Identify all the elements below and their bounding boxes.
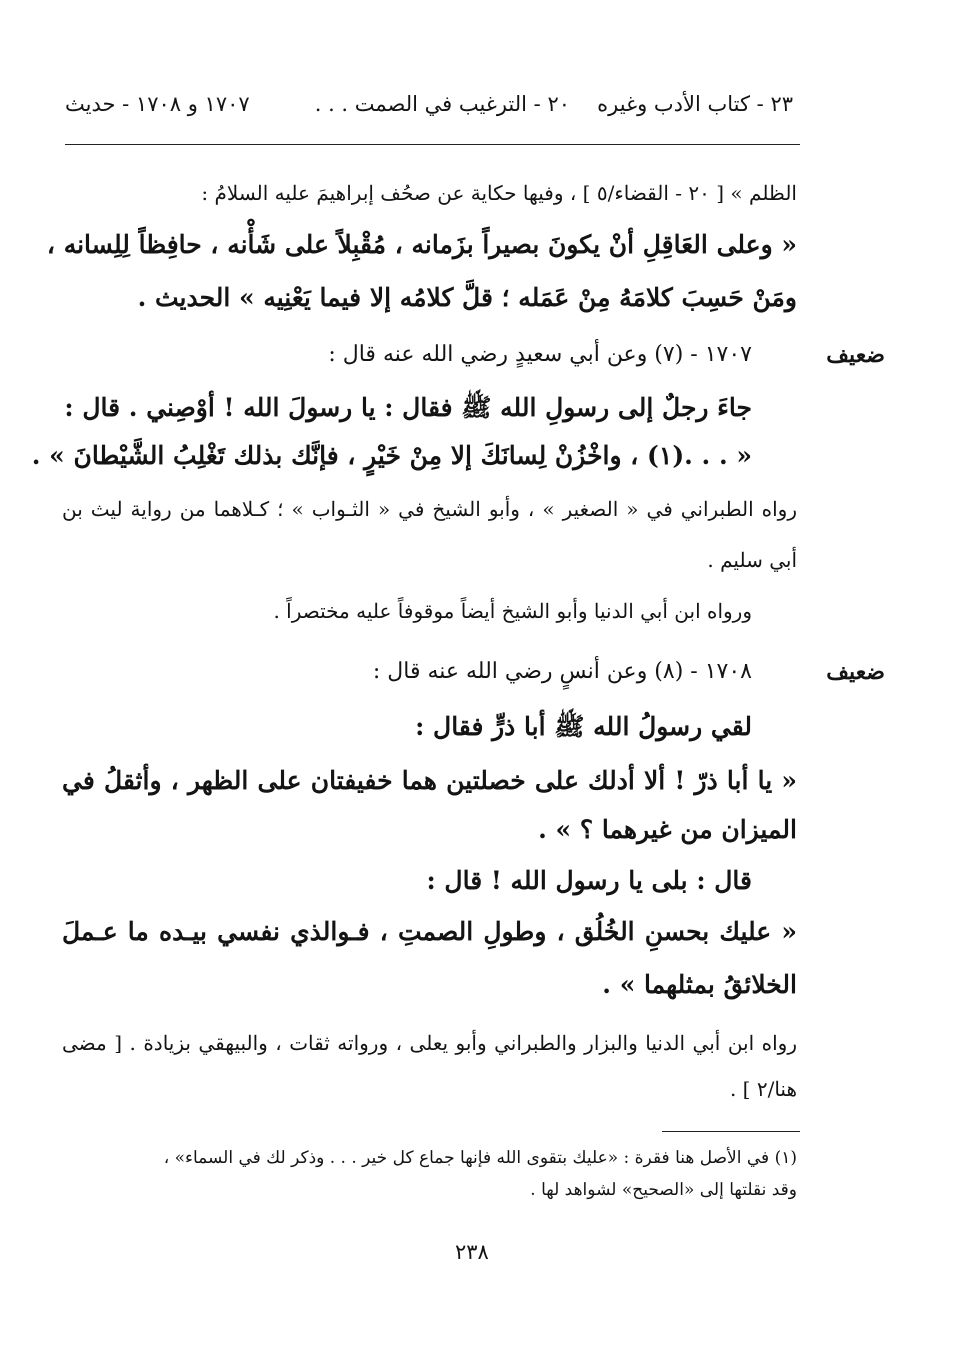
hadith-text-line: الخلائقُ بمثلهما » .	[602, 970, 797, 999]
hadith-text-line: لقي رسولُ الله ﷺ أبا ذرٍّ فقال :	[415, 712, 752, 741]
hadith-intro: ١٧٠٧ - (٧) وعن أبي سعيدٍ رضي الله عنه قال :	[328, 342, 752, 367]
footnote-line: وقد نقلتها إلى «الصحيح» لشواهد لها .	[530, 1180, 797, 1200]
header-hadith-range: ١٧٠٧ و ١٧٠٨ - حديث	[65, 92, 250, 116]
header-section: ٢٠ - الترغيب في الصمت . . .	[314, 92, 570, 116]
footnote-divider	[662, 1131, 800, 1132]
hadith-text-line: « . . .(١) ، واخْزُنْ لِسانَكَ إلا مِنْ خَيْرٍ ، فإنَّك بذلك تَغْلِبُ الشَّيْطانَ » .	[31, 441, 752, 470]
hadith-text-line: الميزان من غيرهما ؟ » .	[538, 815, 797, 844]
hadith-text-line: « يا أبا ذرّ ! ألا أدلك على خصلتين هما خفيفتان على الظهر ، وأثقلُ في	[62, 766, 797, 795]
hadith-source-line: هنا/٢ ] .	[729, 1077, 797, 1101]
hadith-intro: ١٧٠٨ - (٨) وعن أنسٍ رضي الله عنه قال :	[372, 659, 752, 684]
header-divider	[65, 144, 800, 145]
grade-label: ضعيف	[826, 342, 885, 368]
hadith-source-line: رواه الطبراني في « الصغير » ، وأبو الشيخ في « الثـواب » ؛ كـلاهما من رواية ليث بن	[62, 497, 797, 521]
hadith-source-line: رواه ابن أبي الدنيا والبزار والطبراني وأبو يعلى ، ورواته ثقات ، والبيهقي بزيادة . [ مضى	[62, 1031, 797, 1055]
hadith-text-line: قال : بلى يا رسول الله ! قال :	[426, 866, 752, 895]
hadith-source-line: أبي سليم .	[707, 548, 797, 572]
hadith-text-line: جاءَ رجلٌ إلى رسولِ الله ﷺ فقال : يا رسولَ الله ! أوْصِني . قال :	[64, 393, 752, 422]
grade-label: ضعيف	[826, 659, 885, 685]
intro-quote-line: ومَنْ حَسِبَ كلامَهُ مِنْ عَمَله ؛ قلَّ كلامُه إلا فيما يَعْنِيه » الحديث .	[137, 283, 797, 312]
footnote-line: (١) في الأصل هنا فقرة : «عليك بتقوى الله فإنها جماع كل خير . . . وذكر لك في السماء» ،	[163, 1148, 797, 1168]
intro-quote-line: « وعلى العَاقِلِ أنْ يكونَ بصيراً بزَمانه ، مُقْبِلاً على شَأْنه ، حافِظاً لِلِسانه ،	[46, 230, 797, 259]
header-chapter: ٢٣ - كتاب الأدب وغيره	[597, 92, 793, 116]
intro-line: الظلم » [ ٢٠ - القضاء/٥ ] ، وفيها حكاية عن صحُف إبراهيمَ عليه السلامُ :	[201, 181, 797, 205]
hadith-text-line: « عليك بحسنِ الخُلُق ، وطولِ الصمتِ ، فـوالذي نفسي بيـده ما عـملَ	[62, 917, 797, 946]
hadith-source-line: ورواه ابن أبي الدنيا وأبو الشيخ أيضاً موقوفاً عليه مختصراً .	[273, 599, 752, 623]
page-number: ٢٣٨	[455, 1240, 489, 1264]
